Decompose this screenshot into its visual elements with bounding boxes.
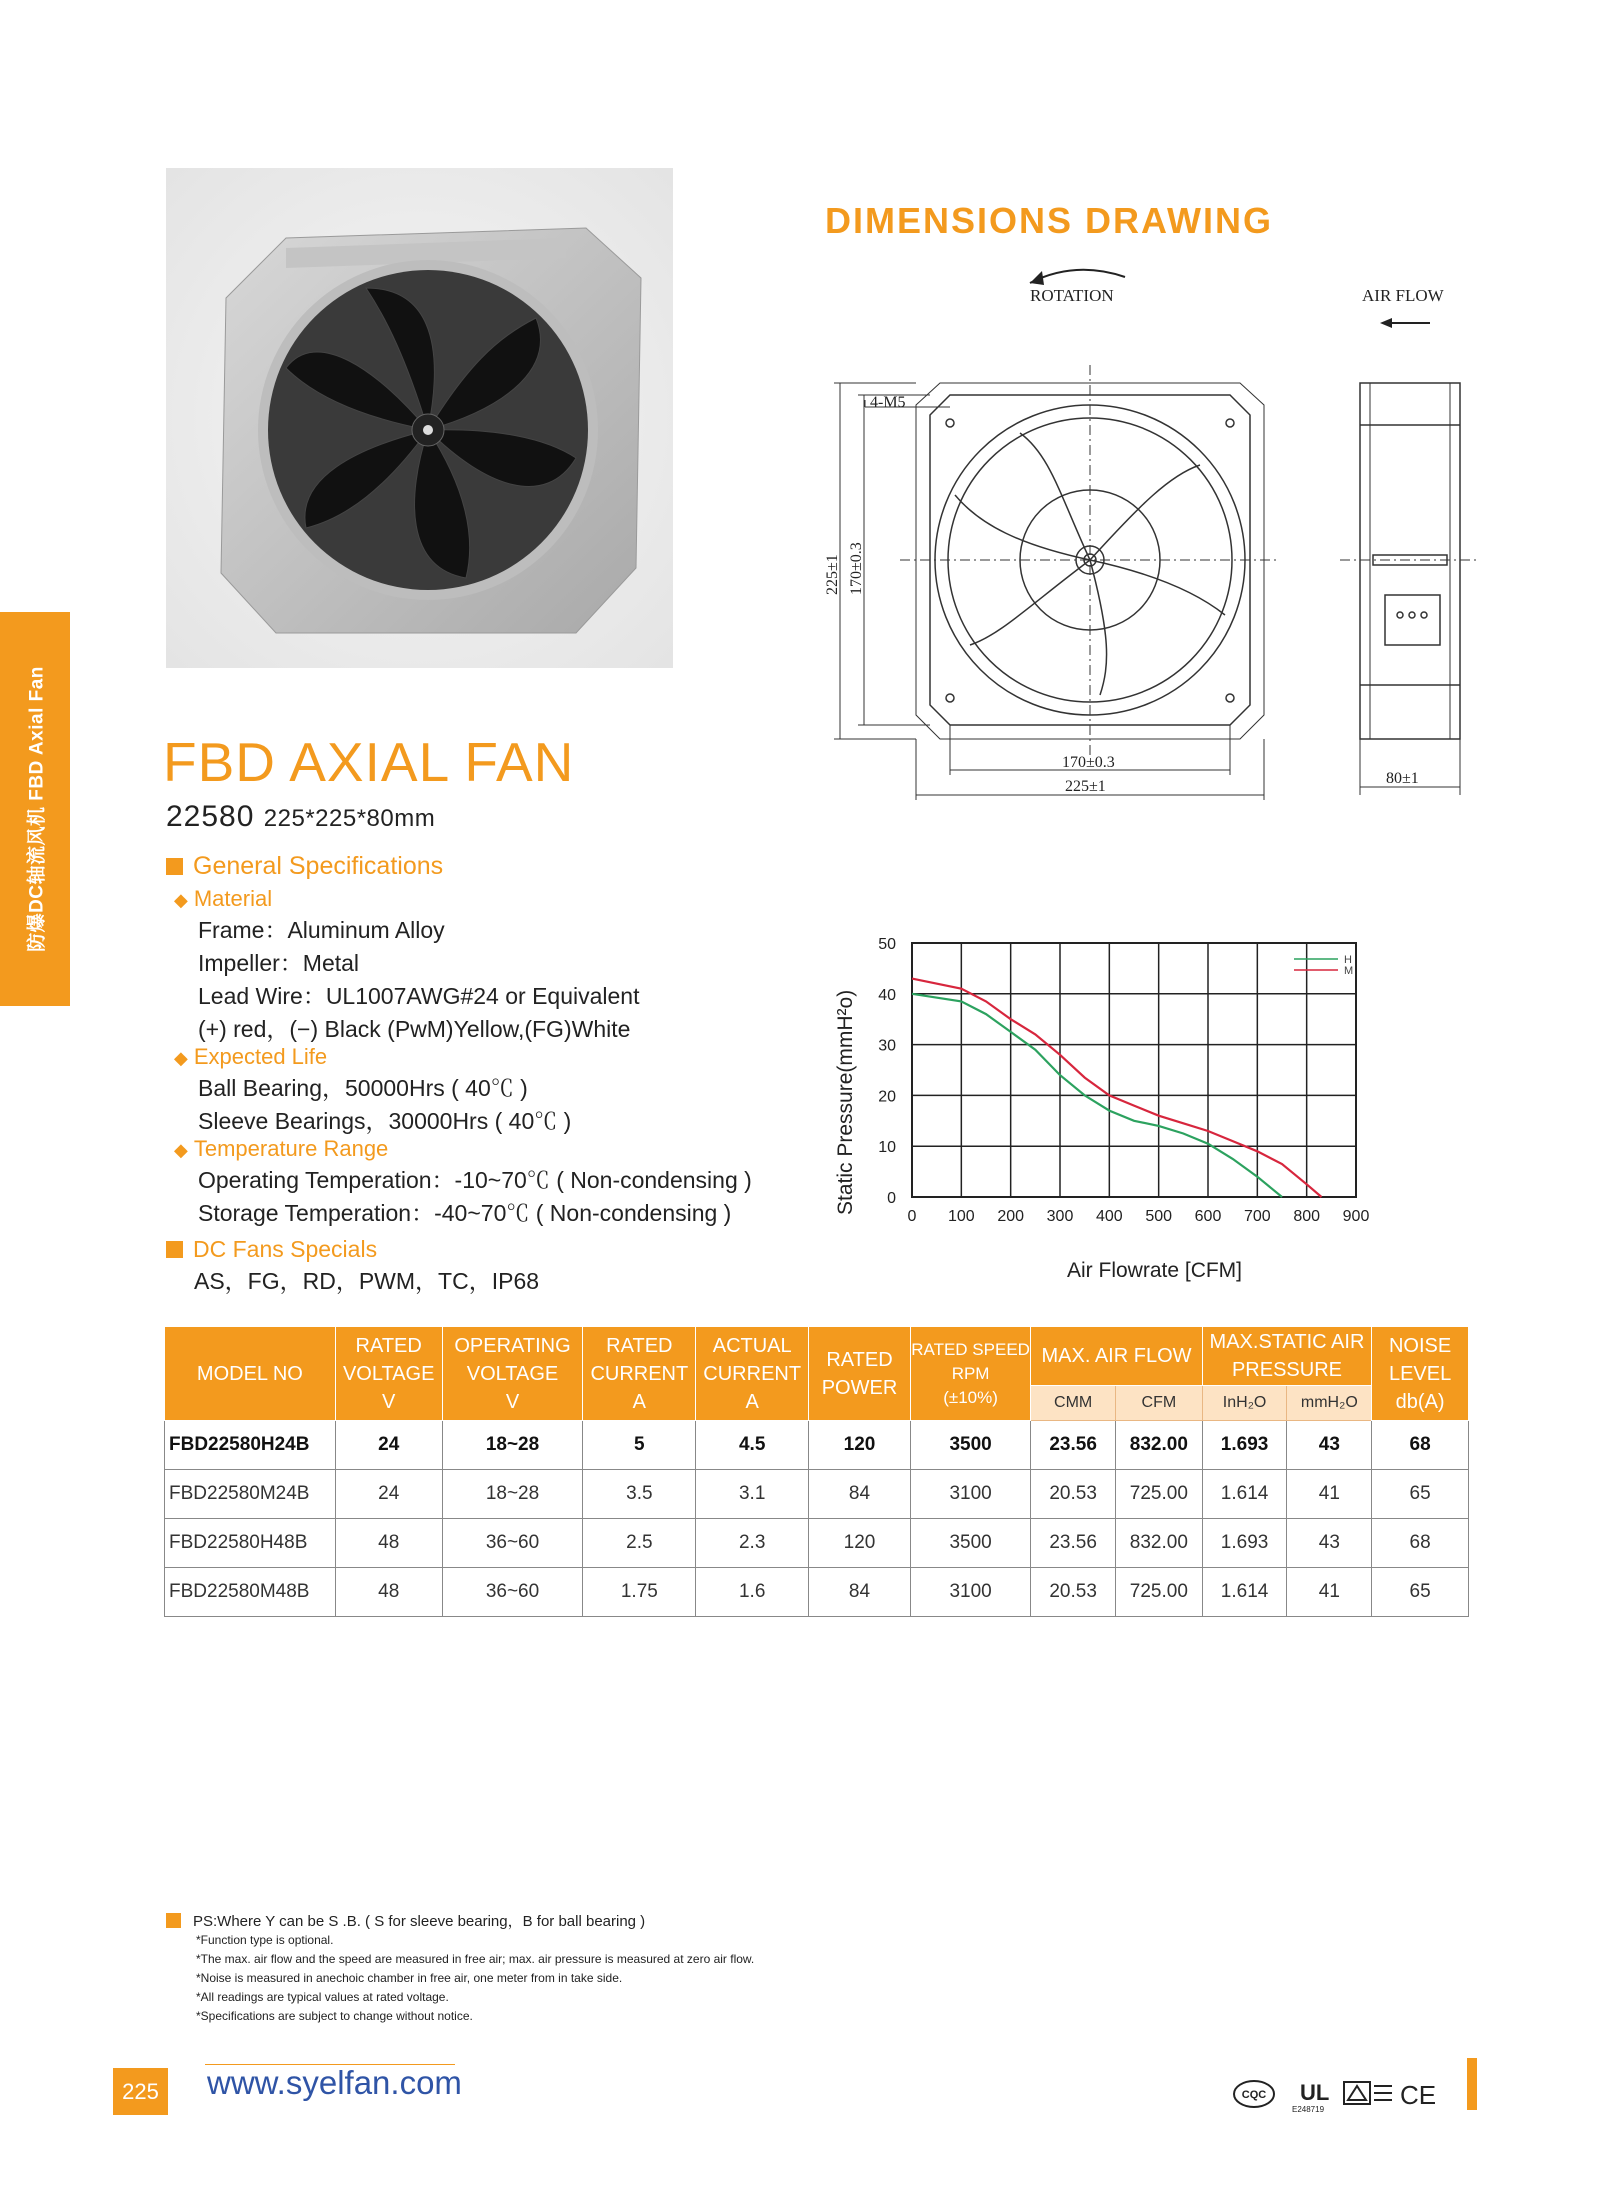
page-number: 225 [113, 2068, 168, 2115]
y-tick-label: 30 [878, 1037, 896, 1055]
table-cell: 23.56 [1031, 1421, 1116, 1470]
th-cfm: CFM [1115, 1386, 1202, 1421]
table-cell: 1.6 [696, 1568, 809, 1617]
table-cell: 68 [1372, 1421, 1469, 1470]
dim-outer-vertical: 225±1 [824, 554, 841, 595]
note-line: *The max. air flow and the speed are measured in free air; max. air pressure is measured at zero air flow. [196, 1952, 755, 1966]
rotation-arrow-icon [1030, 270, 1125, 283]
th-cmm: CMM [1031, 1386, 1116, 1421]
table-cell: 43 [1287, 1421, 1372, 1470]
side-view [1340, 383, 1480, 795]
legend-label: M [1344, 965, 1354, 977]
table-cell: 2.5 [583, 1519, 696, 1568]
table-cell: 3500 [910, 1519, 1030, 1568]
x-tick-label: 500 [1145, 1208, 1173, 1225]
th-max-air-flow: MAX. AIR FLOW [1031, 1327, 1202, 1386]
table-cell: 84 [809, 1470, 911, 1519]
svg-text:E248719: E248719 [1292, 2105, 1325, 2114]
table-cell: 3.1 [696, 1470, 809, 1519]
dim-inner-vertical: 170±0.3 [848, 542, 865, 595]
y-tick-label: 0 [887, 1190, 896, 1207]
note-heading: PS:Where Y can be S .B. ( S for sleeve bearing，B for ball bearing ) [166, 1910, 754, 1931]
table-row [165, 1470, 1469, 1519]
th-rated-voltage: RATED VOLTAGE V [335, 1327, 442, 1421]
th-actual-current: ACTUAL CURRENT A [696, 1327, 809, 1421]
table-cell: 725.00 [1115, 1568, 1202, 1617]
table-cell: 23.56 [1031, 1519, 1116, 1568]
dc-specials-list: AS，FG，RD，PWM，TC，IP68 [194, 1268, 540, 1294]
dimensions-drawing [820, 255, 1480, 815]
airflow-label: AIR FLOW [1362, 286, 1444, 305]
th-rated-current: RATED CURRENT A [583, 1327, 696, 1421]
table-cell: 48 [335, 1519, 442, 1568]
website-link[interactable]: www.syelfan.com [207, 2064, 462, 2101]
table-cell: 20.53 [1031, 1470, 1116, 1519]
svg-text:UL: UL [1300, 2080, 1330, 2105]
lead-colors-spec: (+) red，(−) Black (PwM)Yellow,(FG)White [198, 1016, 631, 1042]
th-rated-speed: RATED SPEED RPM (±10%) [910, 1327, 1030, 1421]
th-noise: NOISE LEVEL db(A) [1372, 1327, 1469, 1421]
general-spec-heading: General Specifications [166, 852, 752, 881]
note-line: *Function type is optional. [196, 1933, 334, 1947]
table-cell: FBD22580M24B [165, 1470, 336, 1519]
x-tick-label: 900 [1342, 1208, 1370, 1225]
table-cell: 1.693 [1202, 1519, 1287, 1568]
note-line: *Specifications are subject to change without notice. [196, 2009, 473, 2023]
chart-frame [912, 943, 1356, 1197]
spec-table-body [165, 1421, 1469, 1617]
legend-label: H [1344, 954, 1352, 966]
impeller-spec: Impeller：Metal [198, 950, 360, 976]
ce-logo-icon: CE [1400, 2080, 1437, 2110]
performance-chart [820, 915, 1440, 1290]
x-tick-label: 300 [1046, 1208, 1074, 1225]
table-cell: FBD22580H48B [165, 1519, 336, 1568]
table-cell: 832.00 [1115, 1421, 1202, 1470]
table-cell: 65 [1372, 1568, 1469, 1617]
x-tick-label: 400 [1095, 1208, 1123, 1225]
product-size: 225*225*80mm [263, 805, 436, 832]
y-tick-label: 20 [878, 1088, 896, 1106]
series-line-M [912, 979, 1322, 1197]
side-category-tab [0, 612, 70, 1006]
table-cell: 18~28 [442, 1421, 583, 1470]
table-cell: 36~60 [442, 1519, 583, 1568]
chart-legend [1294, 954, 1353, 977]
tuv-logo-icon [1344, 2082, 1392, 2104]
note-line: *All readings are typical values at rated voltage. [196, 1990, 449, 2004]
product-title: FBD AXIAL FAN [163, 731, 575, 793]
table-cell: 43 [1287, 1519, 1372, 1568]
table-cell: 725.00 [1115, 1470, 1202, 1519]
table-cell: 832.00 [1115, 1519, 1202, 1568]
table-cell: 4.5 [696, 1421, 809, 1470]
storage-temp-spec: Storage Temperation：-40~70℃ ( Non-condensing ) [198, 1200, 732, 1226]
dim-inner-horizontal: 170±0.3 [1062, 754, 1115, 771]
th-inh2o: InH₂O [1202, 1386, 1287, 1421]
dimensions-heading: DIMENSIONS DRAWING [825, 200, 1274, 241]
y-tick-label: 10 [878, 1139, 896, 1157]
x-tick-label: 800 [1293, 1208, 1321, 1225]
table-cell: 36~60 [442, 1568, 583, 1617]
ul-logo-icon [1292, 2080, 1329, 2114]
th-rated-power: RATED POWER [809, 1327, 911, 1421]
certification-logos [1232, 2072, 1452, 2116]
table-cell: 5 [583, 1421, 696, 1470]
dc-specials-heading: DC Fans Specials [166, 1236, 752, 1263]
dim-depth: 80±1 [1386, 770, 1419, 787]
th-operating-voltage: OPERATING VOLTAGE V [442, 1327, 583, 1421]
sleeve-bearing-spec: Sleeve Bearings，30000Hrs ( 40℃ ) [198, 1108, 572, 1134]
chart-series [912, 979, 1322, 1197]
th-mmh2o: mmH₂O [1287, 1386, 1372, 1421]
table-cell: 120 [809, 1421, 911, 1470]
footnotes [166, 1910, 754, 2026]
th-model: MODEL NO [165, 1327, 336, 1421]
x-tick-label: 100 [947, 1208, 975, 1225]
dim-outer-horizontal: 225±1 [1065, 778, 1106, 795]
table-cell: 65 [1372, 1470, 1469, 1519]
table-cell: 24 [335, 1470, 442, 1519]
material-heading: ◆ Material [174, 886, 752, 912]
lead-wire-spec: Lead Wire：UL1007AWG#24 or Equivalent [198, 983, 640, 1009]
y-tick-label: 50 [878, 936, 896, 953]
ball-bearing-spec: Ball Bearing，50000Hrs ( 40℃ ) [198, 1075, 528, 1101]
general-specifications [166, 852, 752, 1296]
product-photo [166, 168, 673, 668]
table-cell: 41 [1287, 1470, 1372, 1519]
table-cell: 48 [335, 1568, 442, 1617]
th-max-static: MAX.STATIC AIR PRESSURE [1202, 1327, 1372, 1386]
table-cell: 68 [1372, 1519, 1469, 1568]
table-cell: 84 [809, 1568, 911, 1617]
chart-ticks [878, 936, 1369, 1225]
table-row [165, 1519, 1469, 1568]
table-row [165, 1421, 1469, 1470]
table-cell: 1.75 [583, 1568, 696, 1617]
chart-x-axis-label: Air Flowrate [CFM] [1067, 1259, 1243, 1282]
table-cell: FBD22580H24B [165, 1421, 336, 1470]
rotation-label: ROTATION [1030, 286, 1114, 305]
x-tick-label: 200 [997, 1208, 1025, 1225]
table-cell: 24 [335, 1421, 442, 1470]
table-cell: 18~28 [442, 1470, 583, 1519]
chart-y-axis-label: Static Pressure(mmH²o) [834, 989, 857, 1215]
table-cell: 3100 [910, 1470, 1030, 1519]
table-cell: 120 [809, 1519, 911, 1568]
frame-spec: Frame：Aluminum Alloy [198, 917, 445, 943]
side-tab-label: 防爆DC轴流风机 FBD Axial Fan [26, 666, 48, 952]
x-tick-label: 700 [1243, 1208, 1271, 1225]
cqc-logo-icon [1234, 2081, 1274, 2107]
table-cell: 3500 [910, 1421, 1030, 1470]
table-cell: 41 [1287, 1568, 1372, 1617]
operating-temp-spec: Operating Temperation：-10~70℃ ( Non-condensing ) [198, 1167, 752, 1193]
table-cell: 20.53 [1031, 1568, 1116, 1617]
table-cell: 1.614 [1202, 1470, 1287, 1519]
temperature-heading: ◆ Temperature Range [174, 1136, 752, 1162]
table-cell: FBD22580M48B [165, 1568, 336, 1617]
note-line: *Noise is measured in anechoic chamber in free air, one meter from in take side. [196, 1971, 623, 1985]
table-cell: 1.614 [1202, 1568, 1287, 1617]
table-row [165, 1568, 1469, 1617]
life-heading: ◆ Expected Life [174, 1044, 752, 1070]
table-cell: 1.693 [1202, 1421, 1287, 1470]
front-view [900, 365, 1280, 755]
spec-table [164, 1326, 1469, 1617]
y-tick-label: 40 [878, 986, 896, 1004]
chart-grid [912, 943, 1356, 1197]
hole-label: 4-M5 [870, 394, 906, 411]
x-tick-label: 600 [1194, 1208, 1222, 1225]
x-tick-label: 0 [907, 1208, 917, 1225]
table-cell: 3.5 [583, 1470, 696, 1519]
model-number: 22580 [166, 800, 255, 833]
accent-bar [1467, 2058, 1477, 2110]
table-cell: 2.3 [696, 1519, 809, 1568]
table-cell: 3100 [910, 1568, 1030, 1617]
svg-text:CQC: CQC [1241, 2089, 1267, 2101]
product-subtitle [166, 800, 435, 834]
